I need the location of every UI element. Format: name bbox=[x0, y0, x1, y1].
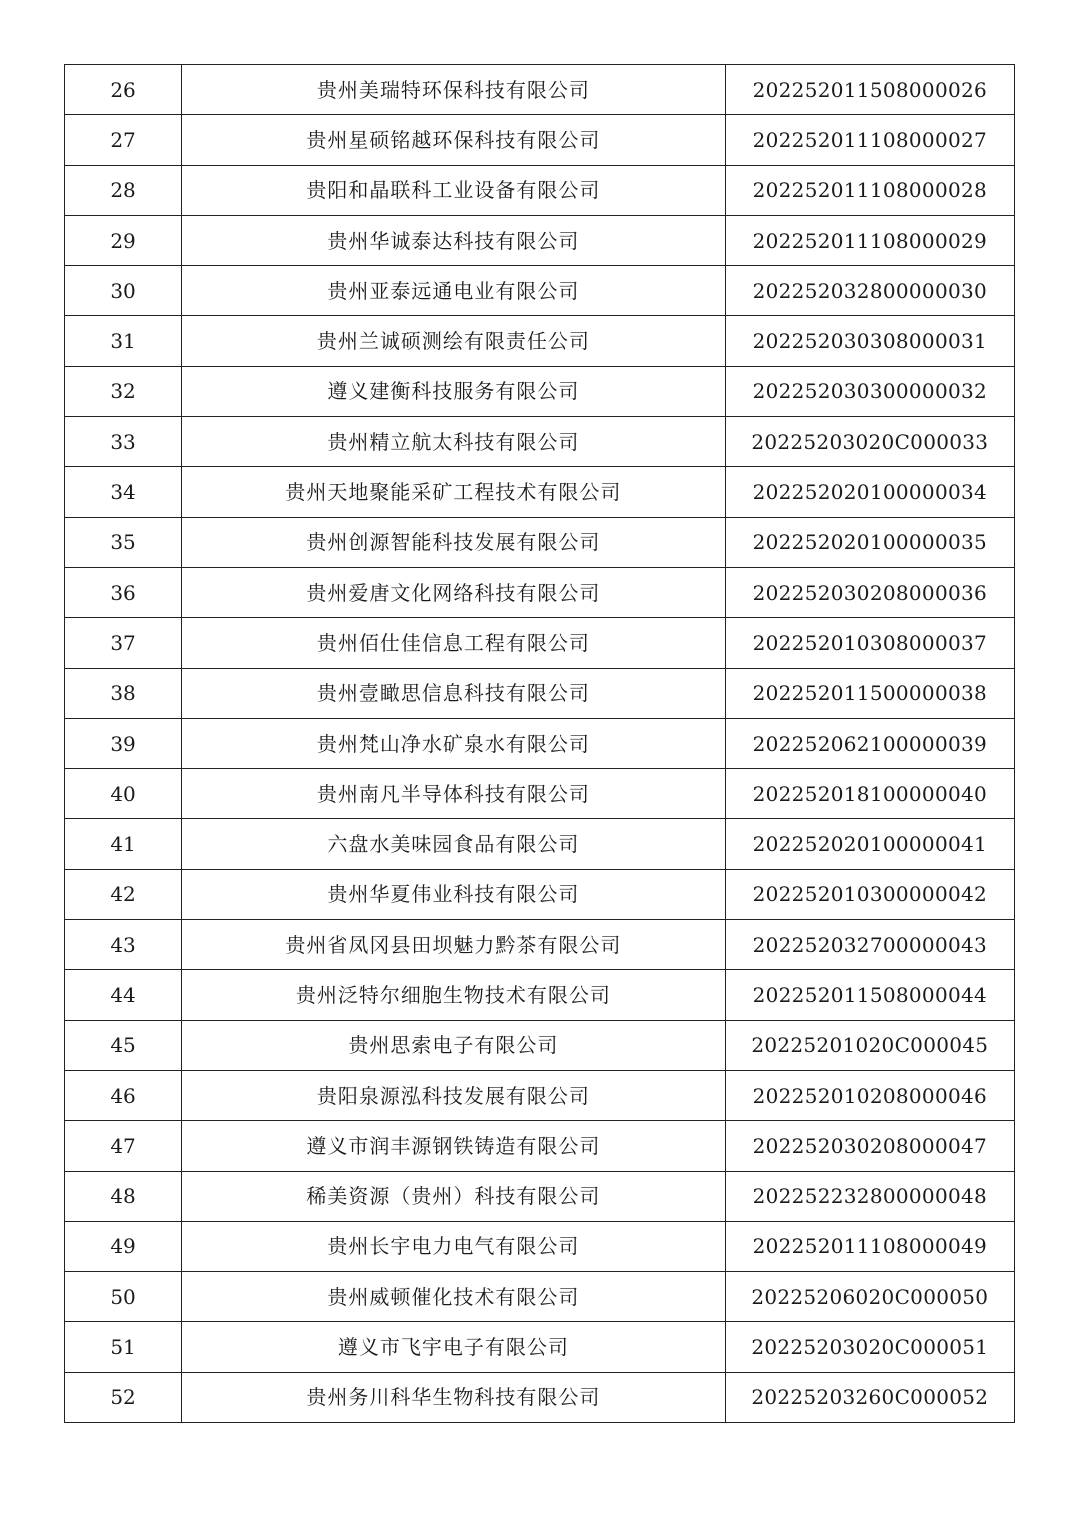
table-row bbox=[65, 467, 1015, 517]
table-row bbox=[65, 567, 1015, 617]
registration-code-cell: 20225203020C000033 bbox=[725, 417, 1014, 467]
company-name-cell: 贵州泛特尔细胞生物技术有限公司 bbox=[182, 970, 726, 1020]
registration-code-cell: 202252011500000038 bbox=[725, 668, 1014, 718]
company-name-cell: 贵阳和晶联科工业设备有限公司 bbox=[182, 165, 726, 215]
row-number-cell: 31 bbox=[65, 316, 182, 366]
row-number-cell: 35 bbox=[65, 517, 182, 567]
company-name-cell: 贵州务川科华生物科技有限公司 bbox=[182, 1372, 726, 1422]
table-row bbox=[65, 366, 1015, 416]
row-number-cell: 47 bbox=[65, 1121, 182, 1171]
table-row bbox=[65, 1322, 1015, 1372]
table-row bbox=[65, 1221, 1015, 1271]
registration-code-cell: 20225203020C000051 bbox=[725, 1322, 1014, 1372]
table-row bbox=[65, 1070, 1015, 1120]
row-number-cell: 36 bbox=[65, 567, 182, 617]
company-name-cell: 遵义建衡科技服务有限公司 bbox=[182, 366, 726, 416]
row-number-cell: 50 bbox=[65, 1272, 182, 1322]
registration-code-cell: 202252030300000032 bbox=[725, 366, 1014, 416]
company-name-cell: 贵州精立航太科技有限公司 bbox=[182, 417, 726, 467]
company-name-cell: 贵州长宇电力电气有限公司 bbox=[182, 1221, 726, 1271]
registration-code-cell: 202252011108000049 bbox=[725, 1221, 1014, 1271]
company-name-cell: 贵州南凡半导体科技有限公司 bbox=[182, 769, 726, 819]
company-name-cell: 贵州梵山净水矿泉水有限公司 bbox=[182, 718, 726, 768]
registration-code-cell: 202252032800000030 bbox=[725, 266, 1014, 316]
company-name-cell: 贵州星硕铭越环保科技有限公司 bbox=[182, 115, 726, 165]
company-name-cell: 贵阳泉源泓科技发展有限公司 bbox=[182, 1070, 726, 1120]
company-name-cell: 贵州壹瞰思信息科技有限公司 bbox=[182, 668, 726, 718]
table-row bbox=[65, 1171, 1015, 1221]
table-row bbox=[65, 869, 1015, 919]
company-name-cell: 贵州亚泰远通电业有限公司 bbox=[182, 266, 726, 316]
company-name-cell: 贵州佰仕佳信息工程有限公司 bbox=[182, 618, 726, 668]
registration-code-cell: 202252020100000041 bbox=[725, 819, 1014, 869]
row-number-cell: 28 bbox=[65, 165, 182, 215]
table-row bbox=[65, 115, 1015, 165]
registration-code-cell: 202252011508000044 bbox=[725, 970, 1014, 1020]
registration-code-cell: 202252010300000042 bbox=[725, 869, 1014, 919]
table-row bbox=[65, 970, 1015, 1020]
company-list-table bbox=[64, 64, 1015, 1423]
registration-code-cell: 202252020100000035 bbox=[725, 517, 1014, 567]
row-number-cell: 48 bbox=[65, 1171, 182, 1221]
company-name-cell: 遵义市飞宇电子有限公司 bbox=[182, 1322, 726, 1372]
table-row bbox=[65, 920, 1015, 970]
row-number-cell: 44 bbox=[65, 970, 182, 1020]
row-number-cell: 34 bbox=[65, 467, 182, 517]
company-name-cell: 贵州兰诚硕测绘有限责任公司 bbox=[182, 316, 726, 366]
registration-code-cell: 202252011508000026 bbox=[725, 65, 1014, 115]
company-name-cell: 贵州爱唐文化网络科技有限公司 bbox=[182, 567, 726, 617]
registration-code-cell: 202252232800000048 bbox=[725, 1171, 1014, 1221]
registration-code-cell: 202252032700000043 bbox=[725, 920, 1014, 970]
company-name-cell: 稀美资源（贵州）科技有限公司 bbox=[182, 1171, 726, 1221]
table-row bbox=[65, 1020, 1015, 1070]
row-number-cell: 46 bbox=[65, 1070, 182, 1120]
company-name-cell: 贵州美瑞特环保科技有限公司 bbox=[182, 65, 726, 115]
row-number-cell: 27 bbox=[65, 115, 182, 165]
registration-code-cell: 202252011108000028 bbox=[725, 165, 1014, 215]
row-number-cell: 26 bbox=[65, 65, 182, 115]
table-row bbox=[65, 618, 1015, 668]
table-row bbox=[65, 1372, 1015, 1422]
registration-code-cell: 202252030308000031 bbox=[725, 316, 1014, 366]
table-row bbox=[65, 316, 1015, 366]
company-name-cell: 遵义市润丰源钢铁铸造有限公司 bbox=[182, 1121, 726, 1171]
registration-code-cell: 202252010208000046 bbox=[725, 1070, 1014, 1120]
row-number-cell: 33 bbox=[65, 417, 182, 467]
company-name-cell: 贵州天地聚能采矿工程技术有限公司 bbox=[182, 467, 726, 517]
registration-code-cell: 202252062100000039 bbox=[725, 718, 1014, 768]
company-name-cell: 贵州思索电子有限公司 bbox=[182, 1020, 726, 1070]
company-name-cell: 六盘水美味园食品有限公司 bbox=[182, 819, 726, 869]
row-number-cell: 29 bbox=[65, 215, 182, 265]
row-number-cell: 42 bbox=[65, 869, 182, 919]
row-number-cell: 40 bbox=[65, 769, 182, 819]
registration-code-cell: 20225203260C000052 bbox=[725, 1372, 1014, 1422]
table-row bbox=[65, 1272, 1015, 1322]
company-name-cell: 贵州省凤冈县田坝魅力黔茶有限公司 bbox=[182, 920, 726, 970]
row-number-cell: 38 bbox=[65, 668, 182, 718]
table-row bbox=[65, 65, 1015, 115]
table-body bbox=[65, 65, 1015, 1423]
table-row bbox=[65, 165, 1015, 215]
table-row bbox=[65, 417, 1015, 467]
table-row bbox=[65, 1121, 1015, 1171]
registration-code-cell: 202252011108000029 bbox=[725, 215, 1014, 265]
table-row bbox=[65, 769, 1015, 819]
registration-code-cell: 202252010308000037 bbox=[725, 618, 1014, 668]
row-number-cell: 49 bbox=[65, 1221, 182, 1271]
row-number-cell: 37 bbox=[65, 618, 182, 668]
table-row bbox=[65, 266, 1015, 316]
row-number-cell: 39 bbox=[65, 718, 182, 768]
company-name-cell: 贵州威顿催化技术有限公司 bbox=[182, 1272, 726, 1322]
company-name-cell: 贵州创源智能科技发展有限公司 bbox=[182, 517, 726, 567]
row-number-cell: 30 bbox=[65, 266, 182, 316]
registration-code-cell: 202252030208000036 bbox=[725, 567, 1014, 617]
table-row bbox=[65, 718, 1015, 768]
row-number-cell: 32 bbox=[65, 366, 182, 416]
table-row bbox=[65, 517, 1015, 567]
row-number-cell: 41 bbox=[65, 819, 182, 869]
registration-code-cell: 202252020100000034 bbox=[725, 467, 1014, 517]
row-number-cell: 51 bbox=[65, 1322, 182, 1372]
row-number-cell: 43 bbox=[65, 920, 182, 970]
table-row bbox=[65, 668, 1015, 718]
registration-code-cell: 202252011108000027 bbox=[725, 115, 1014, 165]
registration-code-cell: 20225206020C000050 bbox=[725, 1272, 1014, 1322]
registration-code-cell: 202252030208000047 bbox=[725, 1121, 1014, 1171]
registration-code-cell: 20225201020C000045 bbox=[725, 1020, 1014, 1070]
row-number-cell: 45 bbox=[65, 1020, 182, 1070]
company-name-cell: 贵州华诚泰达科技有限公司 bbox=[182, 215, 726, 265]
table-row bbox=[65, 819, 1015, 869]
row-number-cell: 52 bbox=[65, 1372, 182, 1422]
registration-code-cell: 202252018100000040 bbox=[725, 769, 1014, 819]
table-row bbox=[65, 215, 1015, 265]
company-name-cell: 贵州华夏伟业科技有限公司 bbox=[182, 869, 726, 919]
